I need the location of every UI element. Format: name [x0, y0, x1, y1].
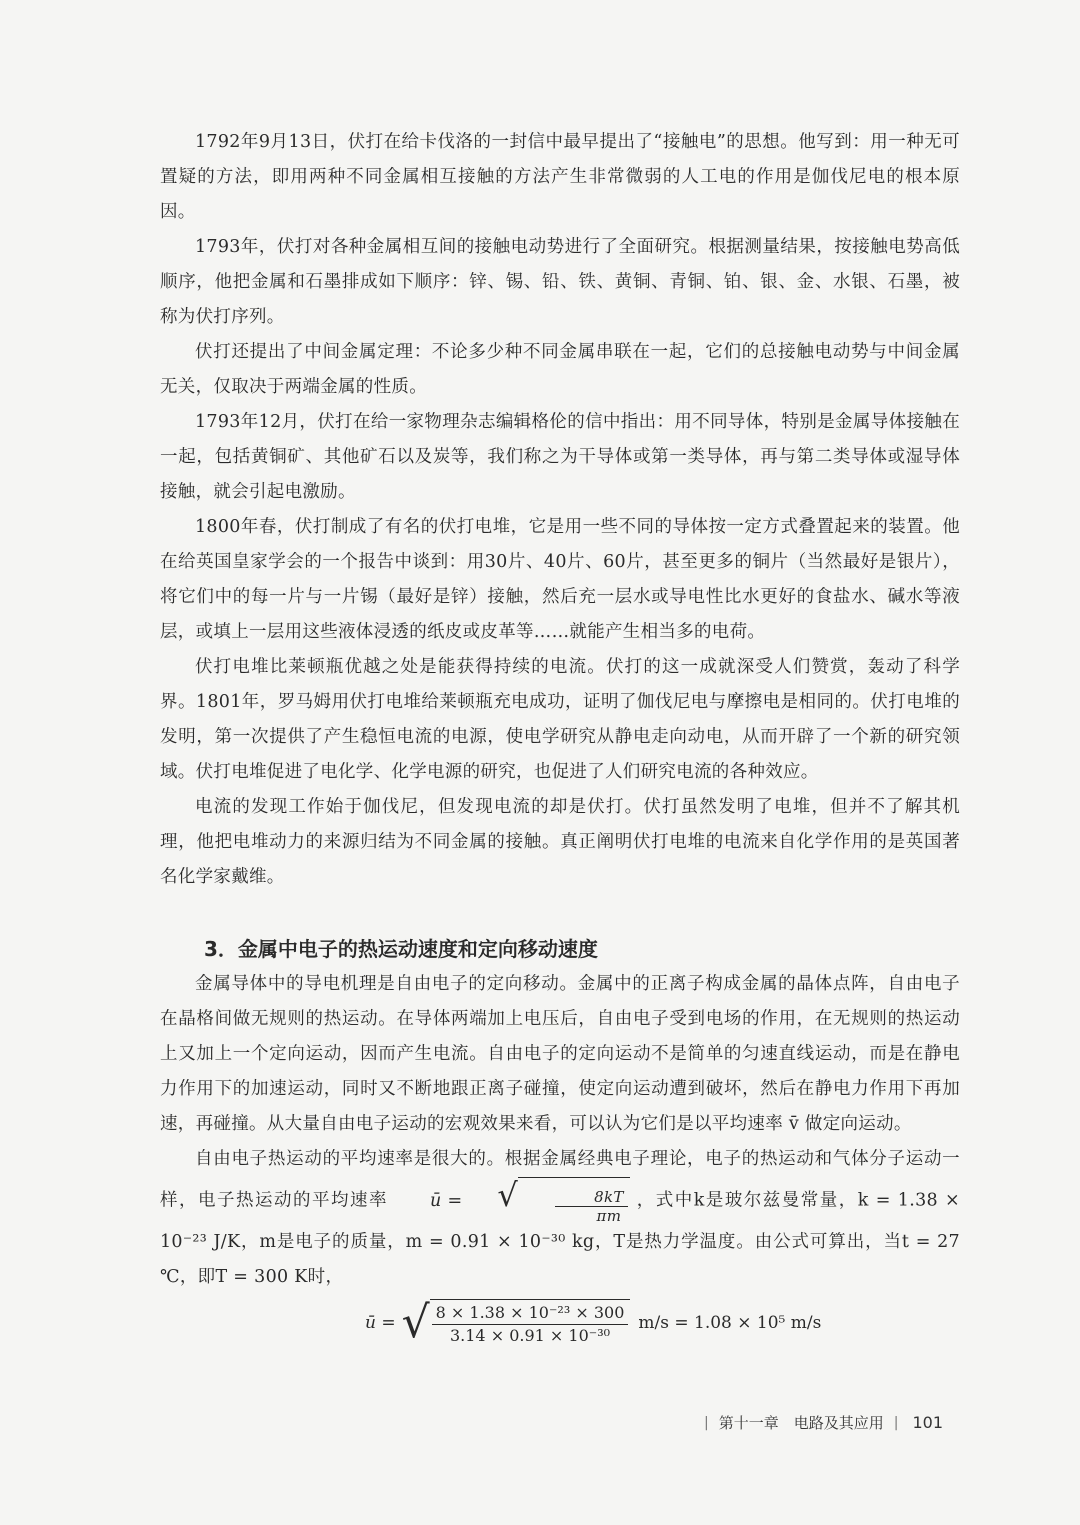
paragraph-letter-to-gren: 1793年12月，伏打在给一家物理杂志编辑格伦的信中指出：用不同导体，特别是金属导体接触在一起，包括黄铜矿、其他矿石以及炭等，我们称之为干导体或第一类导体，再与第二类导体或湿导体接触，就会引起电激励。 [160, 412, 960, 502]
paragraph-pile-advantages: 伏打电堆比莱顿瓶优越之处是能获得持续的电流。伏打的这一成就深受人们赞赏，轰动了科学界。1801年，罗马姆用伏打电堆给莱顿瓶充电成功，证明了伽伐尼电与摩擦电是相同的。伏打电堆的发明，第一次提供了产生稳恒电流的电源，使电学研究从静电走向动电，从而开辟了一个新的研究领域。伏打电堆促进了电化学、化学电源的研究，也促进了人们研究电流的各种效应。 [160, 657, 960, 782]
body-text [160, 125, 960, 1347]
formula-lhs: ū = [430, 1190, 463, 1211]
eq-denominator: 3.14 × 0.91 × 10⁻³⁰ [449, 1326, 611, 1345]
thermal-velocity-text-b: ，式中k是玻尔兹曼常量，k = 1.38 × 10⁻²³ J/K，m是电子的质量，m = 0.91 × 10⁻³⁰ kg，T是热力学温度。由公式可算出，当t = 27 ℃，即T = 300 K时， [160, 1190, 960, 1287]
chapter-title: 第十一章 电路及其应用 [718, 1414, 884, 1432]
paragraph-contact-electricity: 1792年9月13日，伏打在给卡伐洛的一封信中最早提出了“接触电”的思想。他写到：用一种无可置疑的方法，即用两种不同金属相互接触的方法产生非常微弱的人工电的作用是伽伐尼电的根本原因。 [160, 132, 960, 222]
paragraph-voltaic-pile: 1800年春，伏打制成了有名的伏打电堆，它是用一些不同的导体按一定方式叠置起来的装置。他在给英国皇家学会的一个报告中谈到：用30片、40片、60片，甚至更多的铜片（当然最好是银片），将它们中的每一片与一片锡（最好是锌）接触，然后充一层水或导电性比水更好的食盐水、碱水等液层，或填上一层用这些液体浸透的纸皮或皮革等……就能产生相当多的电荷。 [160, 517, 960, 642]
footer-divider-left: | [704, 1414, 709, 1431]
thermal-velocity-text-a: 自由电子热运动的平均速率是很大的。根据金属经典电子理论，电子的热运动和气体分子运动一样，电子热运动的平均速率 [160, 1149, 960, 1211]
page-number: 101 [912, 1413, 943, 1432]
paragraph-intermediate-metal: 伏打还提出了中间金属定理：不论多少种不同金属串联在一起，它们的总接触电动势与中间金属无关，仅取决于两端金属的性质。 [160, 342, 960, 397]
mean-speed-formula [395, 1177, 630, 1225]
sqrt-sign: √ $\frac{8kT}{\pi m}$ [462, 1177, 629, 1225]
section-heading: 3．金属中电子的热运动速度和定向移动速度 [204, 937, 598, 961]
paragraph-conduction-mechanism: 金属导体中的导电机理是自由电子的定向移动。金属中的正离子构成金属的晶体点阵，自由电子在晶格间做无规则的热运动。在导体两端加上电压后，自由电子受到电场的作用，在无规则的热运动上又加上一个定向运动，因而产生电流。自由电子的定向运动不是简单的匀速直线运动，而是在静电力作用下的加速运动，同时又不断地跟正离子碰撞，使定向运动遭到破坏，然后在静电力作用下再加速，再碰撞。从大量自由电子运动的宏观效果来看，可以认为它们是以平均速率 v̄ 做定向运动。 [160, 974, 960, 1134]
eq-numerator: 8 × 1.38 × 10⁻²³ × 300 [432, 1302, 629, 1325]
numeric-calculation [365, 1299, 960, 1347]
formula-denominator: πm [596, 1207, 622, 1225]
paragraph-thermal-velocity [160, 1142, 960, 1295]
paragraph-volta-series: 1793年，伏打对各种金属相互间的接触电动势进行了全面研究。根据测量结果，按接触电势高低顺序，他把金属和石墨排成如下顺序：锌、锡、铅、铁、黄铜、青铜、铂、银、金、水银、石墨，被称为伏打序列。 [160, 237, 960, 327]
eq-sqrt-sign: √ $\frac{\text{8 × 1.38 × 10⁻²³ × 300}}{\text{3.14 × 0.91 × 10⁻³⁰}}$ [402, 1299, 631, 1347]
eq-rhs: m/s = 1.08 × 10⁵ m/s [638, 1313, 822, 1333]
paragraph-discovery-of-current: 电流的发现工作始于伽伐尼，但发现电流的却是伏打。伏打虽然发明了电堆，但并不了解其机理，他把电堆动力的来源归结为不同金属的接触。真正阐明伏打电堆的电流来自化学作用的是英国著名化学家戴维。 [160, 797, 960, 887]
formula-numerator: 8kT [555, 1188, 628, 1207]
footer-divider-right: | [893, 1414, 899, 1431]
eq-lhs: ū = [365, 1313, 396, 1333]
page-footer [704, 1412, 974, 1433]
